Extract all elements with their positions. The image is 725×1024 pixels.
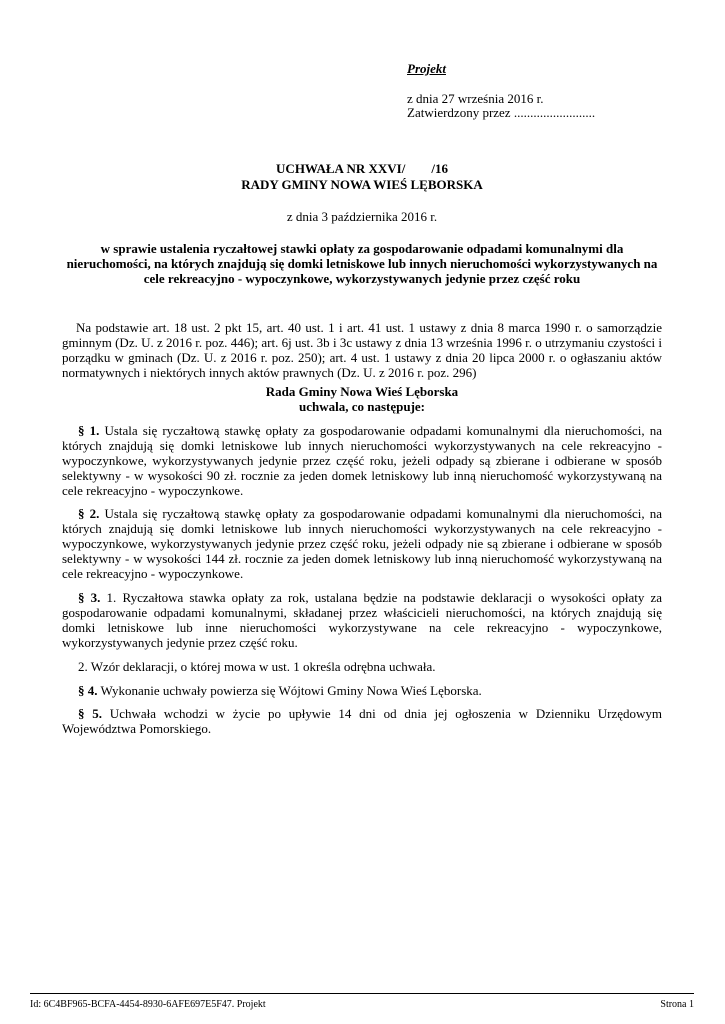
section-text: Uchwała wchodzi w życie po upływie 14 dni od dnia jej ogłoszenia w Dzienniku Urzędowym Województwa Pomorskiego. [62, 706, 662, 736]
resolution-authority: RADY GMINY NOWA WIEŚ LĘBORSKA [241, 177, 483, 192]
section-label: § 4. [78, 683, 98, 698]
section-label: § 3. [78, 590, 101, 605]
council-heading [62, 384, 662, 414]
approved-by-line: Zatwierdzony przez ......................... [407, 105, 596, 120]
draft-label: Projekt [407, 61, 446, 76]
resolution-subject: w sprawie ustalenia ryczałtowej stawki opłaty za gospodarowanie odpadami komunalnymi dla nieruchomości, na których znajdują się domki letniskowe lub innych nieruchomości wykorzystywanych na cele rekreacyjno - wypoczynkowe, wykorzystywanych jedynie przez część roku [66, 241, 658, 286]
section-label: § 2. [78, 506, 100, 521]
paragraph-1 [62, 423, 662, 498]
paragraph-3-item-2 [62, 659, 662, 674]
resolution-date: z dnia 3 października 2016 r. [286, 209, 438, 224]
paragraph-2 [62, 506, 662, 581]
footer-divider [30, 993, 694, 994]
section-label: § 5. [78, 706, 103, 721]
paragraph-5 [62, 706, 662, 736]
section-text: 2. Wzór deklaracji, o której mowa w ust. 1 określa odrębna uchwała. [78, 659, 436, 674]
council-name: Rada Gminy Nowa Wieś Lęborska [265, 384, 459, 399]
legal-basis: Na podstawie art. 18 ust. 2 pkt 15, art. 40 ust. 1 i art. 41 ust. 1 ustawy z dnia 8 marca 1990 r. o samorządzie gminnym (Dz. U. z 2016 r. poz. 446); art. 6j ust. 3b i 3c ustawy z dnia 13 września 1996 r. o utrzymaniu czystości i porządku w gminach (Dz. U. z 2016 r. poz. 250); art. 4 ust. 1 ustawy z dnia 20 lipca 2000 r. o ogłaszaniu aktów normatywnych i niektórych innych aktów prawnych (Dz. U. z 2016 r. poz. 296) [62, 320, 662, 380]
section-text: Wykonanie uchwały powierza się Wójtowi Gminy Nowa Wieś Lęborska. [97, 683, 482, 698]
paragraph-4 [62, 683, 662, 698]
council-decides: uchwala, co następuje: [298, 399, 426, 414]
page-number: Strona 1 [660, 999, 694, 1010]
section-label: § 1. [78, 423, 100, 438]
draft-date: z dnia 27 września 2016 r. [407, 91, 544, 106]
resolution-number: UCHWAŁA NR XXVI/ /16 [276, 161, 448, 176]
section-text: Ustala się ryczałtową stawkę opłaty za gospodarowanie odpadami komunalnymi dla nieruchomości, na których znajdują się domki letniskowe lub innych nieruchomości wykorzystywanych na cele rekreacyjno - wypoczynkowe, wykorzystywanych jedynie przez część roku, jeżeli odpady nie są zbierane i odbierane w sposób selektywny - w wysokości 144 zł. rocznie za jeden domek letniskowy lub inną nieruchomość wykorzystywaną na cele rekreacyjno - wypoczynkowe. [62, 506, 663, 581]
document-id: Id: 6C4BF965-BCFA-4454-8930-6AFE697E5F47. Projekt [30, 999, 266, 1010]
section-text: 1. Ryczałtowa stawka opłaty za rok, ustalana będzie na podstawie deklaracji o wysokości opłaty za gospodarowanie odpadami komunalnymi, składanej przez właścicieli nieruchomości, na których znajdują się domki letniskowe lub inne nieruchomości wykorzystywane na cele rekreacyjno - wypoczynkowe, wykorzystywanych jedynie przez część roku. [62, 590, 663, 650]
paragraph-3 [62, 590, 662, 650]
section-text: Ustala się ryczałtową stawkę opłaty za gospodarowanie odpadami komunalnymi dla nieruchomości, na których znajdują się domki letniskowe lub innych nieruchomości wykorzystywanych na cele rekreacyjno - wypoczynkowe, wykorzystywanych jedynie przez część roku, jeżeli odpady są zbierane i odbierane w sposób selektywny - w wysokości 90 zł. rocznie za jeden domek letniskowy lub inną nieruchomość wykorzystywaną na cele rekreacyjno - wypoczynkowe. [62, 423, 663, 498]
